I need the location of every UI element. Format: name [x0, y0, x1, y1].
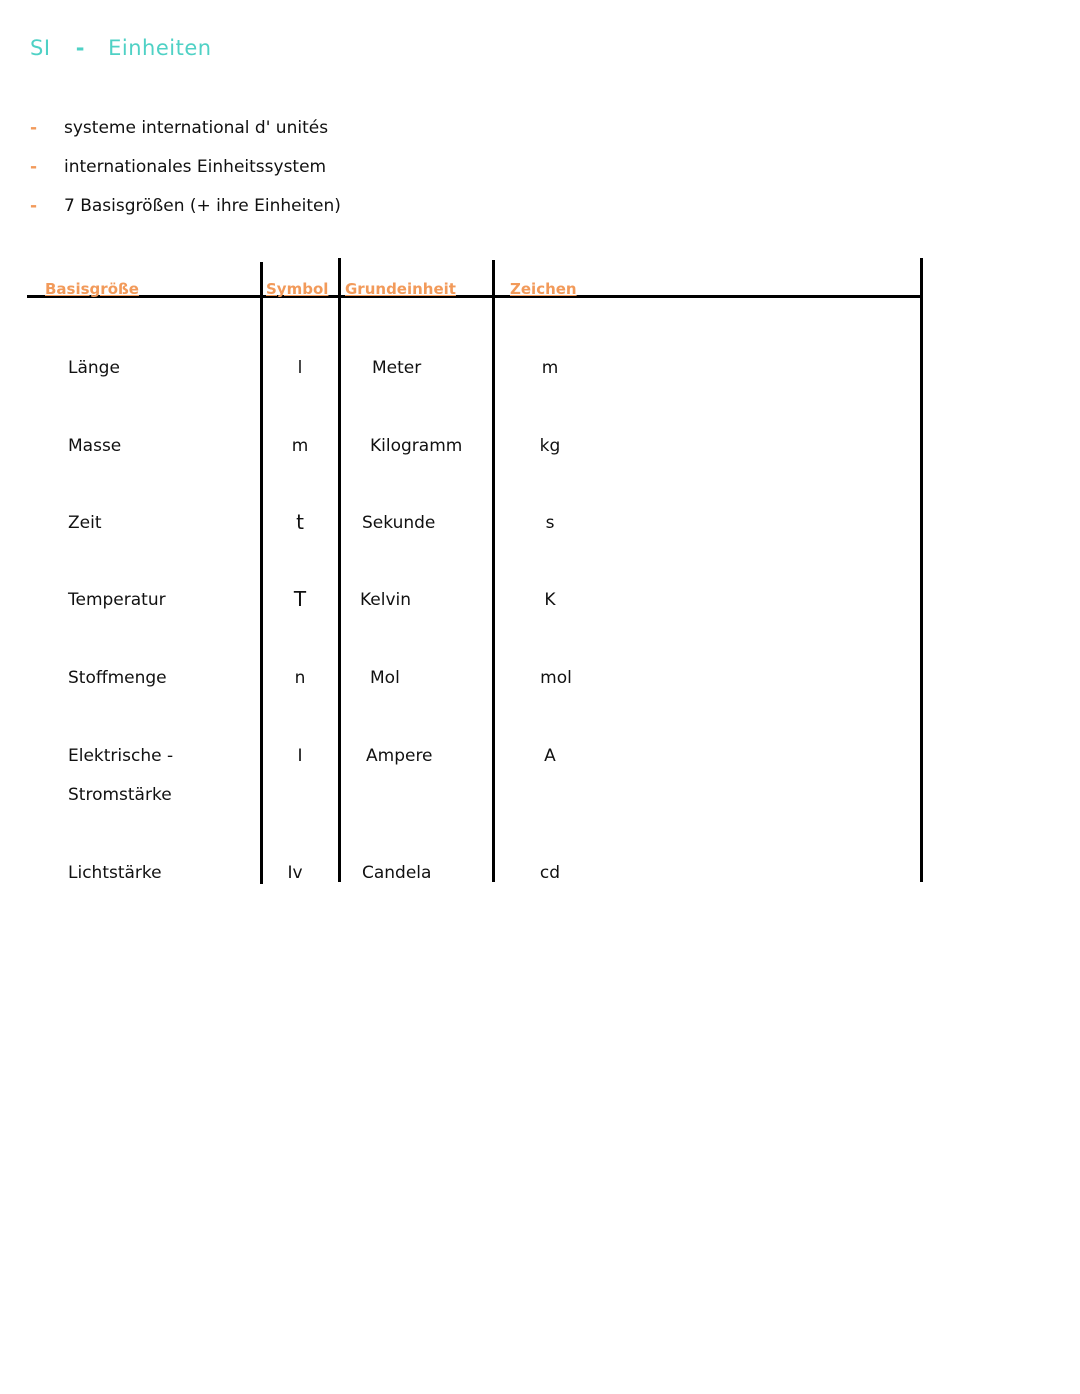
bullet-dash-icon: - [30, 196, 38, 216]
cell-symbol: I [297, 746, 303, 766]
bullet-dash-icon: - [30, 157, 38, 177]
title-einheiten: Einheiten [108, 36, 212, 60]
cell-quantity: Elektrische - [68, 746, 174, 766]
cell-symbol: T [293, 587, 307, 611]
bullet-text: internationales Einheitssystem [64, 157, 327, 177]
table-divider [338, 258, 341, 882]
cell-unit: Sekunde [362, 513, 436, 533]
cell-sign: kg [539, 436, 561, 456]
cell-symbol: n [294, 668, 306, 688]
cell-quantity: Stoffmenge [68, 668, 167, 688]
cell-symbol: m [291, 436, 309, 456]
cell-symbol: l [297, 358, 303, 378]
cell-sign: K [544, 590, 556, 610]
bullet-dash-icon: - [30, 118, 38, 138]
cell-unit: Ampere [366, 746, 433, 766]
bullet-text: systeme international d' unités [64, 118, 329, 138]
table-divider [260, 262, 263, 884]
cell-quantity: Masse [68, 436, 122, 456]
cell-quantity: Länge [68, 358, 120, 378]
cell-sign: m [541, 358, 559, 378]
title-dash: - [75, 36, 85, 60]
cell-unit: Meter [372, 358, 422, 378]
cell-symbol: t [296, 510, 304, 534]
cell-unit: Kilogramm [370, 436, 463, 456]
cell-unit: Candela [362, 863, 432, 883]
cell-sign: s [545, 513, 555, 533]
table-border [920, 258, 923, 882]
cell-symbol: Iv [287, 863, 303, 883]
cell-sign: mol [540, 668, 572, 688]
cell-quantity: Zeit [68, 513, 102, 533]
cell-sign: cd [539, 863, 561, 883]
cell-sign: A [544, 746, 556, 766]
table-header-rule [27, 295, 923, 298]
cell-quantity-continued: Stromstärke [68, 785, 172, 805]
title-si: SI [30, 36, 51, 60]
cell-quantity: Lichtstärke [68, 863, 162, 883]
header-basisgroesse: Basisgröße [45, 280, 139, 298]
header-symbol: Symbol [266, 280, 329, 298]
cell-unit: Mol [370, 668, 400, 688]
table-divider [492, 260, 495, 882]
bullet-text: 7 Basisgrößen (+ ihre Einheiten) [64, 196, 341, 216]
cell-quantity: Temperatur [68, 590, 166, 610]
header-grundeinheit: Grundeinheit [345, 280, 456, 298]
cell-unit: Kelvin [360, 590, 412, 610]
header-zeichen: Zeichen [510, 280, 577, 298]
